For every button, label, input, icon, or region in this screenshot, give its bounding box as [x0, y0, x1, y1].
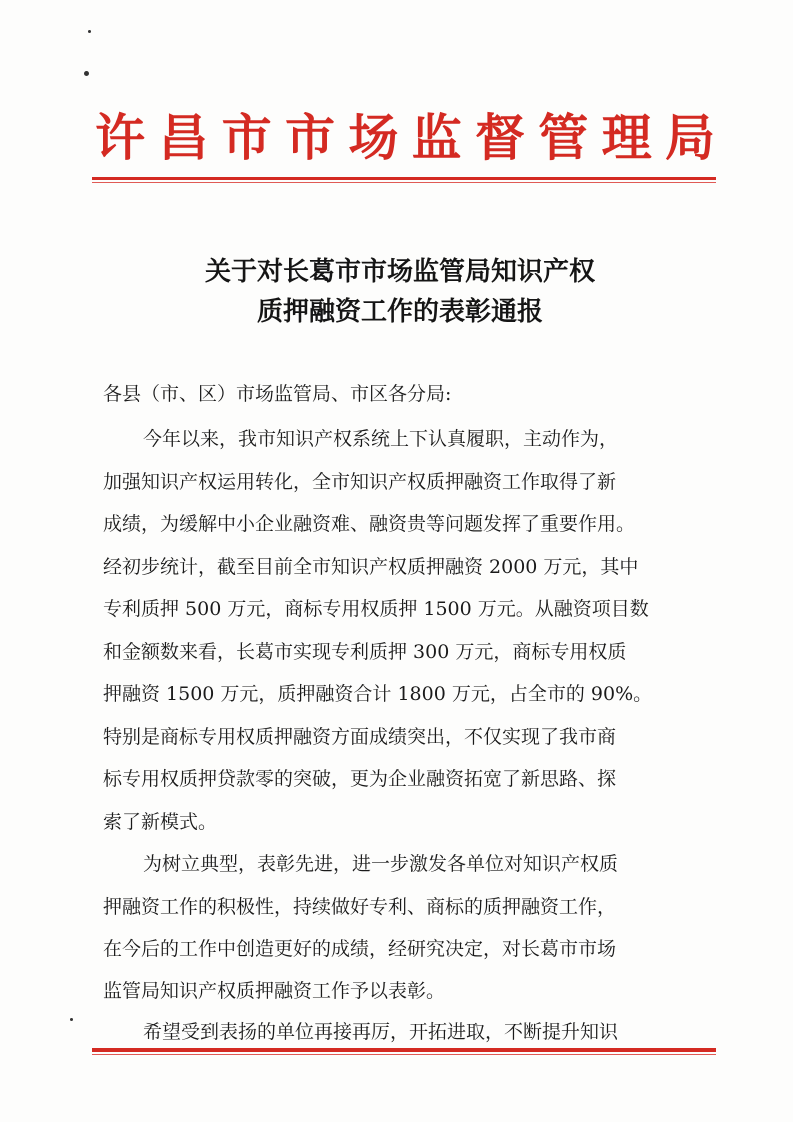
document-title-line-2: 质押融资工作的表彰通报 — [256, 297, 543, 327]
letterhead-char: 督 — [474, 108, 525, 167]
letterhead-char: 场 — [348, 108, 399, 167]
body-line: 和金额数来看，长葛市实现专利质押 300 万元，商标专用权质 — [103, 641, 627, 663]
body-line: 专利质押 500 万元，商标专用权质押 1500 万元。从融资项目数 — [103, 598, 649, 620]
letterhead-char: 监 — [411, 108, 462, 167]
document-title-line-1: 关于对长葛市市场监管局知识产权 — [204, 257, 595, 287]
scan-speck — [88, 30, 91, 33]
body-line: 监管局知识产权质押融资工作予以表彰。 — [103, 980, 446, 1002]
body-line: 为树立典型，表彰先进，进一步激发各单位对知识产权质 — [143, 853, 619, 875]
body-line: 特别是商标专用权质押融资方面成绩突出，不仅实现了我市商 — [103, 726, 617, 748]
letterhead-title — [95, 108, 715, 168]
body-line: 索了新模式。 — [103, 811, 218, 833]
scan-speck — [84, 71, 89, 76]
body-line: 押融资工作的积极性，持续做好专利、商标的质押融资工作， — [103, 896, 617, 918]
letterhead-char: 许 — [95, 108, 145, 167]
body-line: 经初步统计，截至目前全市知识产权质押融资 2000 万元，其中 — [103, 556, 639, 578]
body-line: 成绩，为缓解中小企业融资难、融资贵等问题发挥了重要作用。 — [103, 513, 636, 535]
letterhead-char: 市 — [284, 108, 335, 167]
body-line: 加强知识产权运用转化，全市知识产权质押融资工作取得了新 — [103, 471, 617, 493]
body-line: 押融资 1500 万元，质押融资合计 1800 万元，占全市的 90%。 — [103, 683, 653, 705]
body-line: 标专用权质押贷款零的突破，更为企业融资拓宽了新思路、探 — [103, 768, 617, 790]
body-line: 在今后的工作中创造更好的成绩，经研究决定，对长葛市市场 — [103, 938, 617, 960]
letterhead-char: 管 — [538, 108, 589, 167]
letterhead-char: 理 — [601, 108, 652, 167]
body-line: 今年以来，我市知识产权系统上下认真履职，主动作为， — [143, 428, 619, 450]
letterhead-red-rule — [92, 177, 716, 180]
letterhead-char: 昌 — [158, 108, 209, 167]
letterhead-red-rule-thin — [92, 182, 716, 183]
body-line: 希望受到表扬的单位再接再厉，开拓进取，不断提升知识 — [143, 1021, 619, 1043]
footer-red-rule — [92, 1048, 716, 1052]
letterhead-char: 局 — [664, 108, 715, 167]
footer-red-rule-thin — [92, 1054, 716, 1055]
salutation: 各县（市、区）市场监管局、市区各分局: — [103, 383, 452, 405]
scan-speck — [70, 1018, 73, 1021]
letterhead-char: 市 — [221, 108, 272, 167]
